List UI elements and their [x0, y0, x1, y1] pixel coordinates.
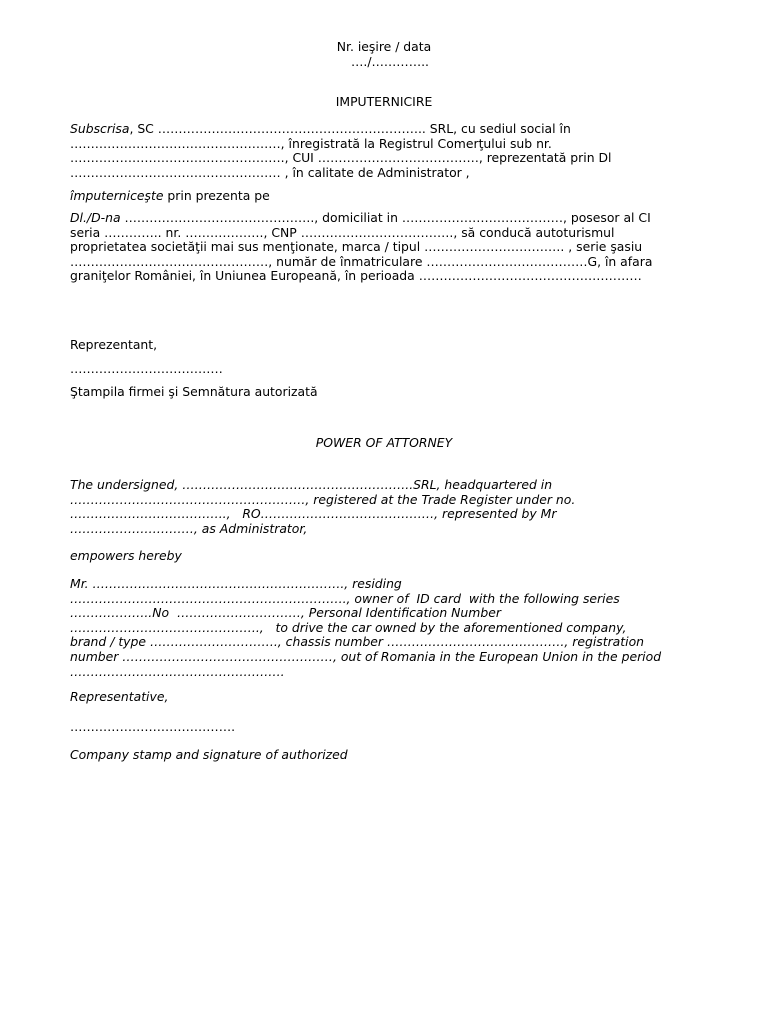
ro-p3-line4: …………………………………………, număr de înmatriculare …………………………………G, în afara — [70, 253, 653, 269]
en-p1-line3: ……………………………….., RO……………………………………, represented by Mr — [70, 506, 557, 522]
en-p3-line1: Mr. ……………………………………………………., residing — [70, 576, 402, 591]
ro-p1-line4: …………………………………………… , în calitate de Administrator , — [70, 164, 470, 180]
en-paragraph-company — [70, 478, 710, 536]
ro-p3-line2: seria ………….. nr. ………………., CNP ………………………………., să conducă autoturismul — [70, 224, 615, 240]
en-p1-line4: …………………………, as Administrator, — [70, 520, 308, 536]
ro-subscrisa: Subscrisa — [70, 121, 130, 136]
ro-representative-signature-line: ………………………………. — [70, 361, 223, 376]
ro-paragraph-person — [70, 211, 710, 284]
en-representative-signature-line: …………………………………. — [70, 719, 236, 734]
en-title: POWER OF ATTORNEY — [315, 435, 453, 450]
en-stamp-label: Company stamp and signature of authorized — [70, 747, 348, 762]
en-p1-line2: …………………………………………………, registered at the Trade Register under no. — [70, 491, 576, 507]
ro-imputerniceste: împuterniceşte — [70, 188, 164, 203]
en-paragraph-person — [70, 577, 710, 679]
header-date-placeholder: …./………….. — [351, 53, 429, 69]
en-paragraph-empowers: empowers hereby — [70, 548, 182, 563]
ro-p1-line3: ……………………………………………., CUI …………………………………, reprezentată prin Dl — [70, 150, 612, 166]
ro-paragraph-company — [70, 122, 710, 180]
ro-p2-rest: prin prezenta pe — [163, 188, 270, 203]
ro-paragraph-empowers — [70, 189, 710, 204]
en-p3-line6: number ……………………………………………, out of Romania in the European Union in the period — [70, 648, 662, 664]
ro-representative-label: Reprezentant, — [70, 337, 158, 352]
header-number-label: Nr. ieşire / data — [336, 39, 432, 54]
en-representative-label: Representative, — [70, 689, 169, 704]
ro-p3-line5: graniţelor României, în Uniunea Europeană, în perioada ……………………………………………… — [70, 268, 642, 284]
ro-stamp-label: Ştampila firmei şi Semnătura autorizată — [70, 384, 318, 399]
en-p1-line1: The undersigned, ………………………………………………..SRL, headquartered in — [70, 477, 553, 492]
en-p3-line3: ………………..No …………………………, Personal Identification Number — [70, 605, 501, 621]
exit-number-header — [0, 40, 768, 69]
ro-dl: Dl./D-na — [70, 210, 121, 225]
en-p3-line2: …………………………………………………………., owner of ID card with the following series — [70, 590, 620, 606]
ro-p3-line3: proprietatea societăţii mai sus menţionate, marca / tipul ……………………………. , serie şasiu — [70, 239, 643, 255]
en-p3-line7: ……………………………………………. — [70, 663, 285, 679]
ro-p1-line1: , SC ……………………………………………………….. SRL, cu sediul social în — [129, 121, 571, 136]
ro-p3-line1: ………………………………………., domiciliat in …………………………………, posesor al CI — [120, 210, 651, 225]
ro-p1-line2: ……………………………………………, înregistrată la Registrul Comerţului sub nr. — [70, 135, 552, 151]
ro-title: IMPUTERNICIRE — [335, 94, 433, 109]
en-p3-line4: ………………………………………., to drive the car owned by the aforementioned company, — [70, 619, 627, 635]
en-p3-line5: brand / type …………………………., chassis number ……………………………………., registration — [70, 634, 645, 650]
